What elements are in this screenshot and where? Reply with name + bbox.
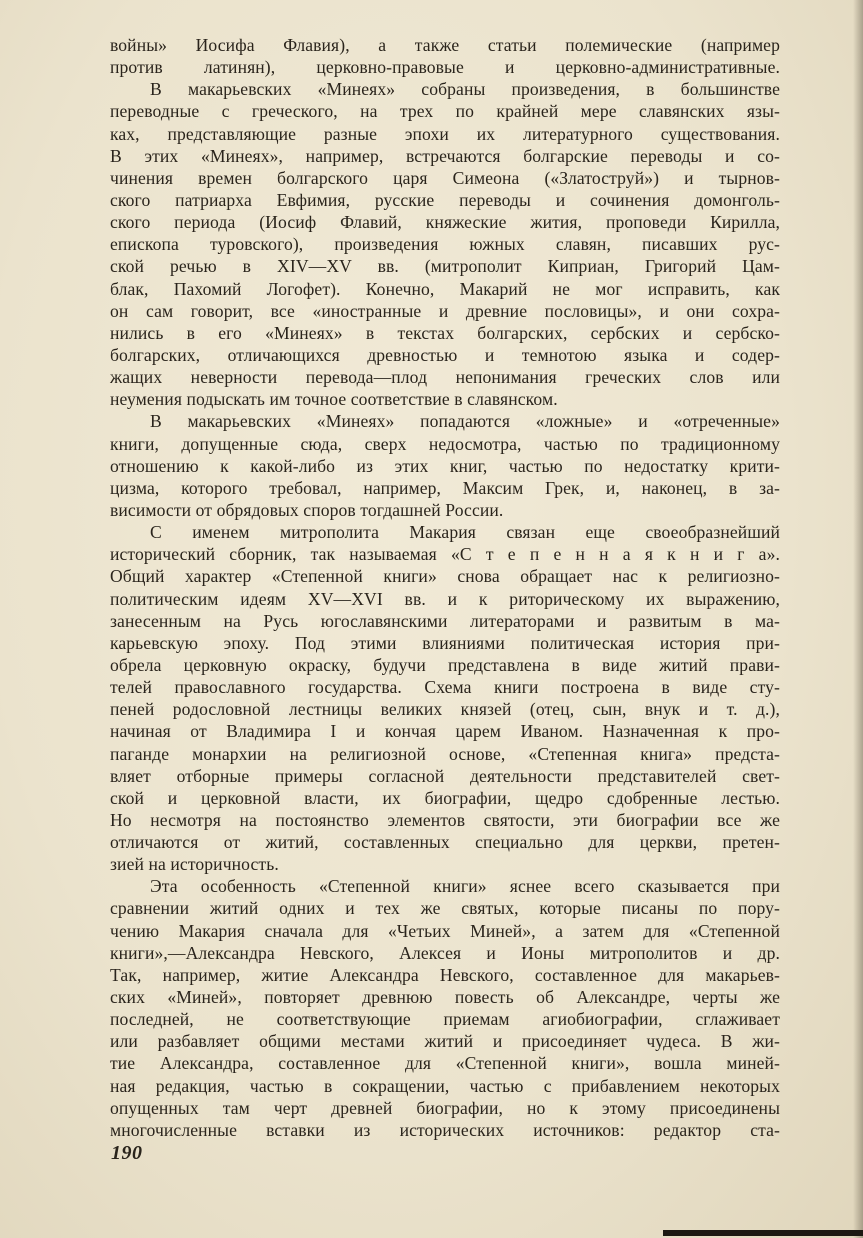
text-line: зией на историчность. bbox=[110, 854, 279, 875]
text-line: епископа туровского), произведения южных славян, писавших рус- bbox=[110, 234, 780, 255]
text-line: обрела церковную окраску, будучи представлена в виде житий прави- bbox=[110, 654, 780, 675]
text-line: начиная от Владимира I и кончая царем Иваном. Назначенная к про- bbox=[110, 721, 780, 742]
text-line: паганде монархии на религиозной основе, «Степенная книга» предста- bbox=[110, 743, 780, 764]
text-line: опущенных там черт древней биографии, но к этому присоединены bbox=[110, 1097, 780, 1118]
text-line: карьевскую эпоху. Под этими влияниями политическая история при- bbox=[110, 632, 780, 653]
page-edge-mark bbox=[663, 1230, 863, 1236]
text-line: войны» Иосифа Флавия), а также статьи полемические (например bbox=[110, 35, 780, 55]
text-line: В макарьевских «Минеях» собраны произведения, в большинстве bbox=[150, 79, 780, 100]
text-line: многочисленные вставки из исторических источников: редактор ста- bbox=[110, 1119, 780, 1140]
text-line: ской и церковной власти, их биографии, щедро сдобренные лестью. bbox=[110, 787, 780, 808]
text-line: ках, представляющие разные эпохи их литературного существования. bbox=[110, 123, 780, 144]
text-line: чению Макария сначала для «Четьих Миней», а затем для «Степенной bbox=[110, 920, 780, 941]
text-line: цизма, которого требовал, например, Максим Грек, и, наконец, в за- bbox=[110, 477, 780, 498]
text-line: Эта особенность «Степенной книги» яснее всего сказывается при bbox=[150, 876, 780, 897]
text-line: исторический сборник, так называемая «С т е п е н н а я к н и г а». bbox=[110, 544, 780, 565]
text-line: ского патриарха Евфимия, русские переводы и сочинения домонголь- bbox=[110, 189, 780, 210]
text-line: ских «Миней», повторяет древнюю повесть об Александре, черты же bbox=[110, 987, 780, 1008]
text-line: Так, например, житие Александра Невского, составленное для макарьев- bbox=[110, 964, 780, 985]
text-line: В этих «Минеях», например, встречаются болгарские переводы и со- bbox=[110, 145, 780, 166]
text-line: ная редакция, частью в сокращении, частью с прибавлением некоторых bbox=[110, 1075, 780, 1096]
text-line: политическим идеям XV—XVI вв. и к риторическому их выражению, bbox=[110, 588, 780, 609]
text-line: занесенным на Русь югославянскими литераторами и развитым в ма- bbox=[110, 610, 780, 631]
text-line: висимости от обрядовых споров тогдашней России. bbox=[110, 499, 504, 520]
page-number: 190 bbox=[111, 1142, 143, 1164]
text-line: нились в его «Минеях» в текстах болгарских, сербских и сербско- bbox=[110, 322, 780, 343]
text-line: или разбавляет общими местами житий и присоединяет чудеса. В жи- bbox=[110, 1031, 780, 1052]
text-line: Но несмотря на постоянство элементов святости, эти биографии все же bbox=[110, 809, 780, 830]
text-line: отношению к какой-либо из этих книг, частью по недостатку крити- bbox=[110, 455, 780, 476]
text-line: вляет отборные примеры согласной деятельности представителей свет- bbox=[110, 765, 780, 786]
text-line: сравнении житий одних и тех же святых, которые писаны по пору- bbox=[110, 898, 780, 919]
page-spine-shadow bbox=[853, 0, 863, 1238]
text-line: он сам говорит, все «иностранные и древние пословицы», и они сохра- bbox=[110, 300, 780, 321]
text-line: ской речью в XIV—XV вв. (митрополит Киприан, Григорий Цам- bbox=[110, 256, 780, 277]
body-text bbox=[110, 34, 780, 1141]
text-line: тие Александра, составленное для «Степенной книги», вошла миней- bbox=[110, 1053, 780, 1074]
text-line: Общий характер «Степенной книги» снова обращает нас к религиозно- bbox=[110, 566, 780, 587]
text-line: чинения времен болгарского царя Симеона («Златоструй») и тырнов- bbox=[110, 167, 780, 188]
text-line: болгарских, отличающихся древностью и темнотою языка и содер- bbox=[110, 344, 780, 365]
text-line: С именем митрополита Макария связан еще своеобразнейший bbox=[150, 522, 780, 543]
text-line: жащих неверности перевода—плод непонимания греческих слов или bbox=[110, 367, 780, 388]
text-line: книги»,—Александра Невского, Алексея и Ионы митрополитов и др. bbox=[110, 942, 780, 963]
text-line: пеней родословной лестницы великих князей (отец, сын, внук и т. д.), bbox=[110, 699, 780, 720]
text-line: В макарьевских «Минеях» попадаются «ложные» и «отреченные» bbox=[150, 411, 780, 432]
text-line: ского периода (Иосиф Флавий, княжеские жития, проповеди Кирилла, bbox=[110, 212, 780, 233]
text-line: против латинян), церковно-правовые и церковно-административные. bbox=[110, 57, 780, 78]
text-line: неумения подыскать им точное соответствие в славянском. bbox=[110, 389, 558, 410]
text-line: отличаются от житий, составленных специально для церкви, претен- bbox=[110, 832, 780, 853]
text-line: телей православного государства. Схема книги построена в виде сту- bbox=[110, 677, 780, 698]
text-line: переводные с греческого, на трех по крайней мере славянских язы- bbox=[110, 101, 780, 122]
text-line: книги, допущенные сюда, сверх недосмотра, частью по традиционному bbox=[110, 433, 780, 454]
text-line: последней, не соответствующие приемам агиобиографии, сглаживает bbox=[110, 1009, 780, 1030]
text-line: блак, Пахомий Логофет). Конечно, Макарий не мог исправить, как bbox=[110, 278, 780, 299]
